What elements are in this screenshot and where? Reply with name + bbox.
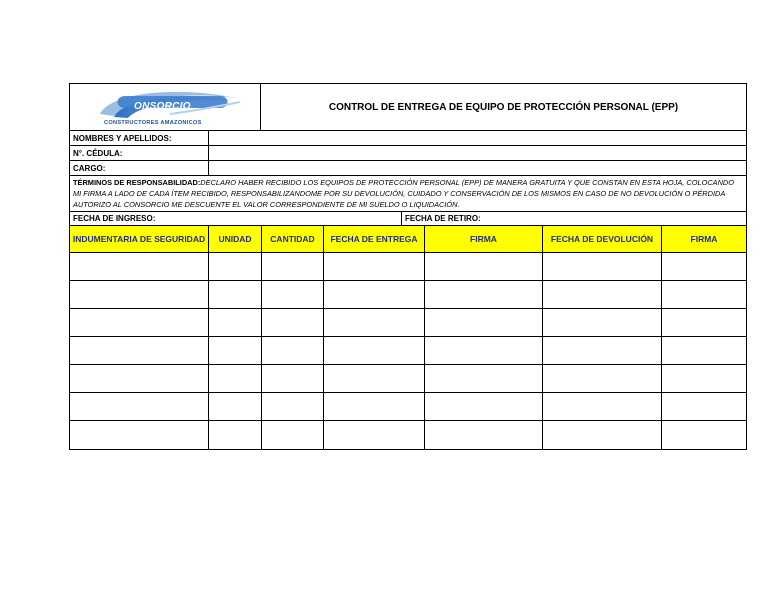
cell-return-date[interactable]: [543, 281, 662, 308]
cell-return-signature[interactable]: [662, 337, 746, 364]
position-label: CARGO:: [70, 161, 209, 175]
cell-return-signature[interactable]: [662, 421, 746, 449]
cell-return-signature[interactable]: [662, 281, 746, 308]
cell-unit[interactable]: [209, 393, 262, 420]
cell-equipment[interactable]: [70, 281, 209, 308]
cell-unit[interactable]: [209, 421, 262, 449]
cell-delivery-date[interactable]: [324, 281, 425, 308]
cell-return-signature[interactable]: [662, 253, 746, 280]
cell-equipment[interactable]: [70, 421, 209, 449]
cell-quantity[interactable]: [262, 365, 324, 392]
col-quantity: CANTIDAD: [262, 226, 324, 252]
exit-date-label: FECHA DE RETIRO:: [405, 214, 481, 223]
terms-body: DECLARO HABER RECIBIDO LOS EQUIPOS DE PROTECCIÓN PERSONAL (EPP) DE MANERA GRATUITA Y QUE CONSTAN EN ESTA HOJA, COLOCANDO MI FIRMA A LADO DE CADA ÍTEM RECIBIDO, RESPONSABILIZANDOME POR SU DEVOLUCIÓN, CUIDADO Y CONSERVACIÓN DE LOS MISMOS EN CASO DE NO DEVOLUCIÓN O PÉRDIDA AUTORIZO AL CONSORCIO ME DESCUENTE EL VALOR CORRESPONDIENTE DE MI SUELDO O LIQUIDACIÓN.: [73, 178, 735, 209]
cell-delivery-date[interactable]: [324, 309, 425, 336]
cell-equipment[interactable]: [70, 393, 209, 420]
cell-signature[interactable]: [425, 337, 543, 364]
col-unit: UNIDAD: [209, 226, 262, 252]
position-field[interactable]: [209, 161, 746, 175]
cell-unit[interactable]: [209, 253, 262, 280]
cell-quantity[interactable]: [262, 309, 324, 336]
id-row: [70, 146, 746, 161]
cell-equipment[interactable]: [70, 309, 209, 336]
cell-signature[interactable]: [425, 365, 543, 392]
names-label: NOMBRES Y APELLIDOS:: [70, 131, 209, 145]
cell-signature[interactable]: [425, 393, 543, 420]
terms-row: [70, 176, 746, 212]
cell-quantity[interactable]: [262, 253, 324, 280]
col-return-signature: FIRMA: [690, 234, 718, 244]
cell-signature[interactable]: [425, 309, 543, 336]
cell-quantity[interactable]: [262, 421, 324, 449]
terms-text: [70, 176, 746, 211]
id-field[interactable]: [209, 146, 746, 160]
cell-return-signature[interactable]: [662, 309, 746, 336]
form-title: CONTROL DE ENTREGA DE EQUIPO DE PROTECCIÓN PERSONAL (EPP): [328, 101, 679, 113]
cell-return-date[interactable]: [543, 421, 662, 449]
cell-quantity[interactable]: [262, 393, 324, 420]
exit-date-field[interactable]: [402, 212, 746, 225]
table-row: [70, 421, 746, 449]
col-equipment: INDUMENTARIA DE SEGURIDAD: [70, 226, 209, 252]
cell-quantity[interactable]: [262, 337, 324, 364]
table-row: [70, 337, 746, 365]
entry-date-field[interactable]: [70, 212, 402, 225]
cell-return-signature[interactable]: [662, 365, 746, 392]
cell-equipment[interactable]: [70, 337, 209, 364]
cell-return-signature[interactable]: [662, 393, 746, 420]
logo-wordmark: ONSORCIO: [134, 101, 191, 112]
cell-signature[interactable]: [425, 281, 543, 308]
table-row: [70, 309, 746, 337]
table-row: [70, 281, 746, 309]
company-logo: [70, 84, 261, 130]
position-row: [70, 161, 746, 176]
cell-delivery-date[interactable]: [324, 365, 425, 392]
cell-return-date[interactable]: [543, 365, 662, 392]
cell-equipment[interactable]: [70, 253, 209, 280]
cell-delivery-date[interactable]: [324, 337, 425, 364]
col-signature: FIRMA: [425, 226, 543, 252]
cell-signature[interactable]: [425, 253, 543, 280]
cell-signature[interactable]: [425, 421, 543, 449]
id-label: N°. CÉDULA:: [70, 146, 209, 160]
cell-return-date[interactable]: [543, 253, 662, 280]
cell-delivery-date[interactable]: [324, 421, 425, 449]
names-row: [70, 131, 746, 146]
cell-unit[interactable]: [209, 337, 262, 364]
table-row: [70, 253, 746, 281]
cell-delivery-date[interactable]: [324, 393, 425, 420]
cell-return-date[interactable]: [543, 393, 662, 420]
cell-return-date[interactable]: [543, 337, 662, 364]
cell-delivery-date[interactable]: [324, 253, 425, 280]
form-header: [70, 84, 746, 131]
cell-return-date[interactable]: [543, 309, 662, 336]
entry-date-label: FECHA DE INGRESO:: [73, 214, 156, 223]
col-return-date: FECHA DE DEVOLUCIÓN: [543, 226, 662, 252]
cell-unit[interactable]: [209, 309, 262, 336]
table-row: [70, 393, 746, 421]
cell-quantity[interactable]: [262, 281, 324, 308]
dates-row: [70, 212, 746, 226]
table-row: [70, 365, 746, 393]
table-body: [70, 253, 746, 449]
col-delivery-date: FECHA DE ENTREGA: [324, 226, 425, 252]
cell-equipment[interactable]: [70, 365, 209, 392]
logo-subtitle: CONSTRUCTORES AMAZONICOS: [104, 120, 202, 126]
terms-label: TÉRMINOS DE RESPONSABILIDAD:: [73, 178, 201, 187]
table-header: [70, 226, 746, 253]
cell-unit[interactable]: [209, 365, 262, 392]
names-field[interactable]: [209, 131, 746, 145]
cell-unit[interactable]: [209, 281, 262, 308]
epp-form: [69, 83, 747, 450]
